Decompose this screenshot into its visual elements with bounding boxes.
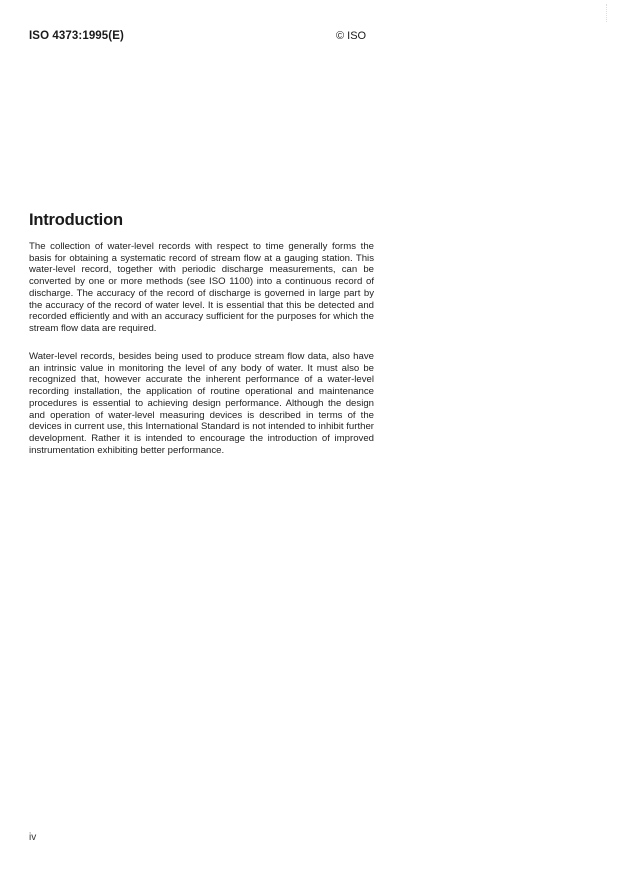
paragraph-1: The collection of water-level records with respect to time generally forms the basis for obtaining a systematic record of stream flow at a gauging station. This water-level record, together with periodic discharge measurements, can be converted by one or more methods (see ISO 1100) into a continuous record of discharge. The accuracy of the record of discharge is governed in large part by the accuracy of the record of water level. It is essential that this be detected and recorded efficiently and with an accuracy sufficient for the purposes for which the stream flow data are required. xyxy=(29,241,374,334)
copyright-notice: © ISO xyxy=(336,30,367,42)
section-title: Introduction xyxy=(29,211,123,229)
paragraph-2: Water-level records, besides being used to produce stream flow data, also have an intrinsic value in monitoring the level of any body of water. It must also be recognized that, however accurate the inherent performance of a water-level recording installation, the application of routine operational and maintenance procedures is essential to achieving design performance. Although the design and operation of water-level measuring devices is described in terms of the devices in current use, this International Standard is not intended to inhibit further development. Rather it is intended to encourage the introduction of improved instrumentation exhibiting better performance. xyxy=(29,351,374,456)
page-number: iv xyxy=(29,832,37,843)
standard-id: ISO 4373:1995(E) xyxy=(29,30,124,42)
scan-mark xyxy=(606,4,609,22)
